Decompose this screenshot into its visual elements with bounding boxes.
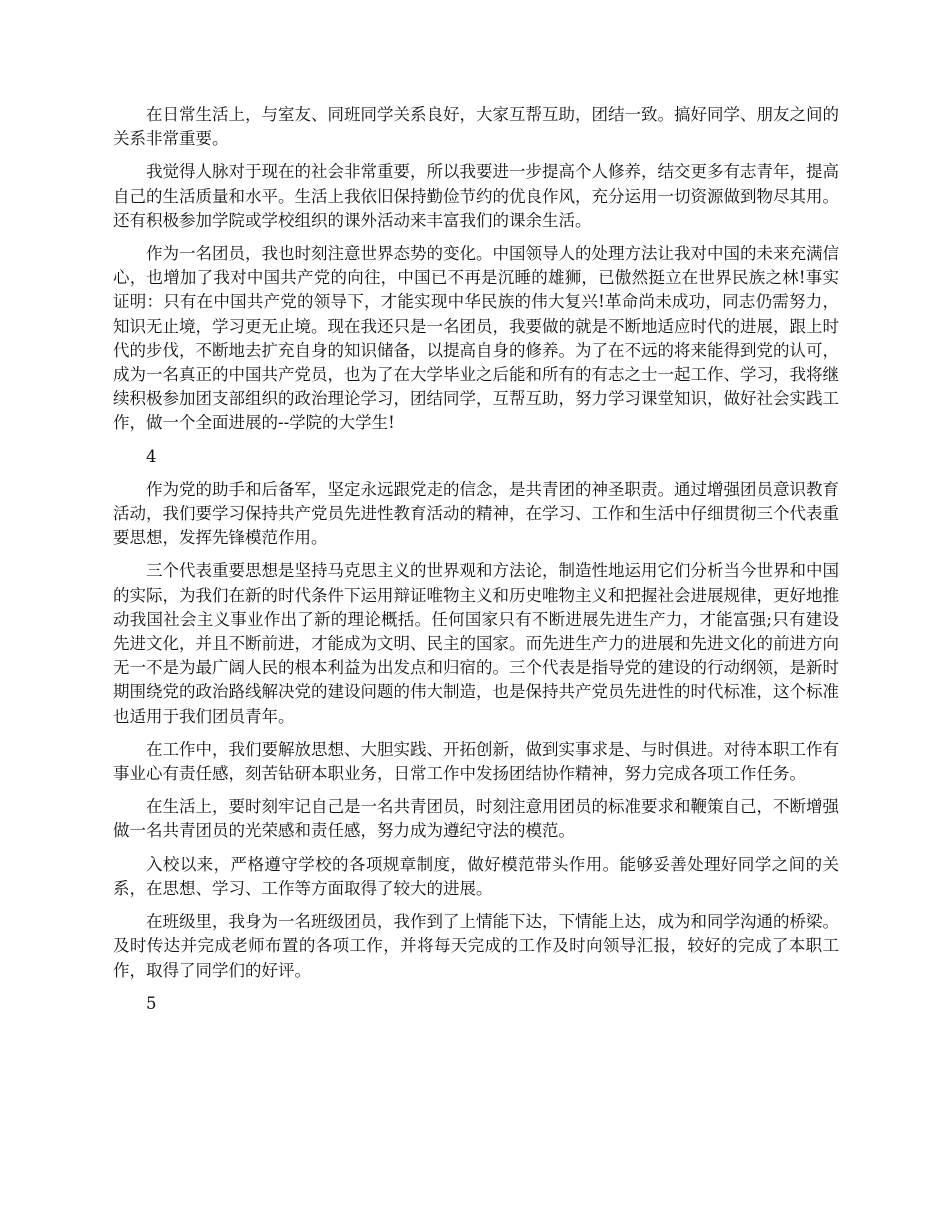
section-number-4: 4	[146, 446, 157, 466]
paragraph-class: 在班级里，我身为一名班级团员，我作到了上情能下达，下情能上达，成为和同学沟通的桥梁。及时传达并完成老师布置的各项工作，并将每天完成的工作及时向领导汇报，较好的完成了本职工作，取得了同学们的好评。	[113, 912, 839, 980]
paragraph-three-represents: 三个代表重要思想是坚持马克思主义的世界观和方法论，制造性地运用它们分析当今世界和中国的实际，为我们在新的时代条件下运用辩证唯物主义和历史唯物主义和把握社会进展规律，更好地推动我国社会主义事业作出了新的理论概括。任何国家只有不断进展先进生产力，才能富强;只有建设先进文化，并且不断前进，才能成为文明、民主的国家。而先进生产力的进展和先进文化的前进方向无一不是为最广阔人民的根本利益为出发点和归宿的。三个代表是指导党的建设的行动纲领，是新时期围绕党的政治路线解决党的建设问题的伟大制造，也是保持共产党员先进性的时代标准，这个标准也适用于我们团员青年。	[113, 561, 839, 726]
paragraph-work: 在工作中，我们要解放思想、大胆实践、开拓创新，做到实事求是、与时俱进。对待本职工作有事业心有责任感，刻苦钻研本职业务，日常工作中发扬团结协作精神，努力完成各项工作任务。	[113, 739, 839, 784]
section-number-5: 5	[146, 993, 157, 1013]
paragraph-life: 在生活上，要时刻牢记自己是一名共青团员，时刻注意用团员的标准要求和鞭策自己，不断增强做一名共青团员的光荣感和责任感，努力成为遵纪守法的模范。	[113, 797, 839, 841]
paragraph-social-network: 我觉得人脉对于现在的社会非常重要，所以我要进一步提高个人修养，结交更多有志青年，提高自己的生活质量和水平。生活上我依旧保持勤俭节约的优良作风，充分运用一切资源做到物尽其用。还有积极参加学院或学校组织的课外活动来丰富我们的课余生活。	[113, 162, 839, 230]
paragraph-world-situation: 作为一名团员，我也时刻注意世界态势的变化。中国领导人的处理方法让我对中国的未来充满信心，也增加了我对中国共产党的向往，中国已不再是沉睡的雄狮，已傲然挺立在世界民族之林!事实证明：只有在中国共产党的领导下，才能实现中华民族的伟大复兴!革命尚未成功，同志仍需努力，知识无止境，学习更无止境。现在我还只是一名团员，我要做的就是不断地适应时代的进展，跟上时代的步伐，不断地去扩充自身的知识储备，以提高自身的修养。为了在不远的将来能得到党的认可，成为一名真正的中国共产党员，也为了在大学毕业之后能和所有的有志之士一起工作、学习，我将继续积极参加团支部组织的政治理论学习，团结同学，互帮互助，努力学习课堂知识，做好社会实践工作，做一个全面进展的--学院的大学生!	[113, 244, 839, 433]
paragraph-roommates: 在日常生活上，与室友、同班同学关系良好，大家互帮互助，团结一致。搞好同学、朋友之间的关系非常重要。	[113, 105, 839, 149]
document-body	[113, 103, 839, 1025]
paragraph-party-assistant: 作为党的助手和后备军，坚定永远跟党走的信念，是共青团的神圣职责。通过增强团员意识教育活动，我们要学习保持共产党员先进性教育活动的精神，在学习、工作和生活中仔细贯彻三个代表重要思想，发挥先锋模范作用。	[113, 479, 839, 548]
paragraph-school-rules: 入校以来，严格遵守学校的各项规章制度，做好模范带头作用。能够妥善处理好同学之间的关系，在思想、学习、工作等方面取得了较大的进展。	[113, 854, 839, 898]
